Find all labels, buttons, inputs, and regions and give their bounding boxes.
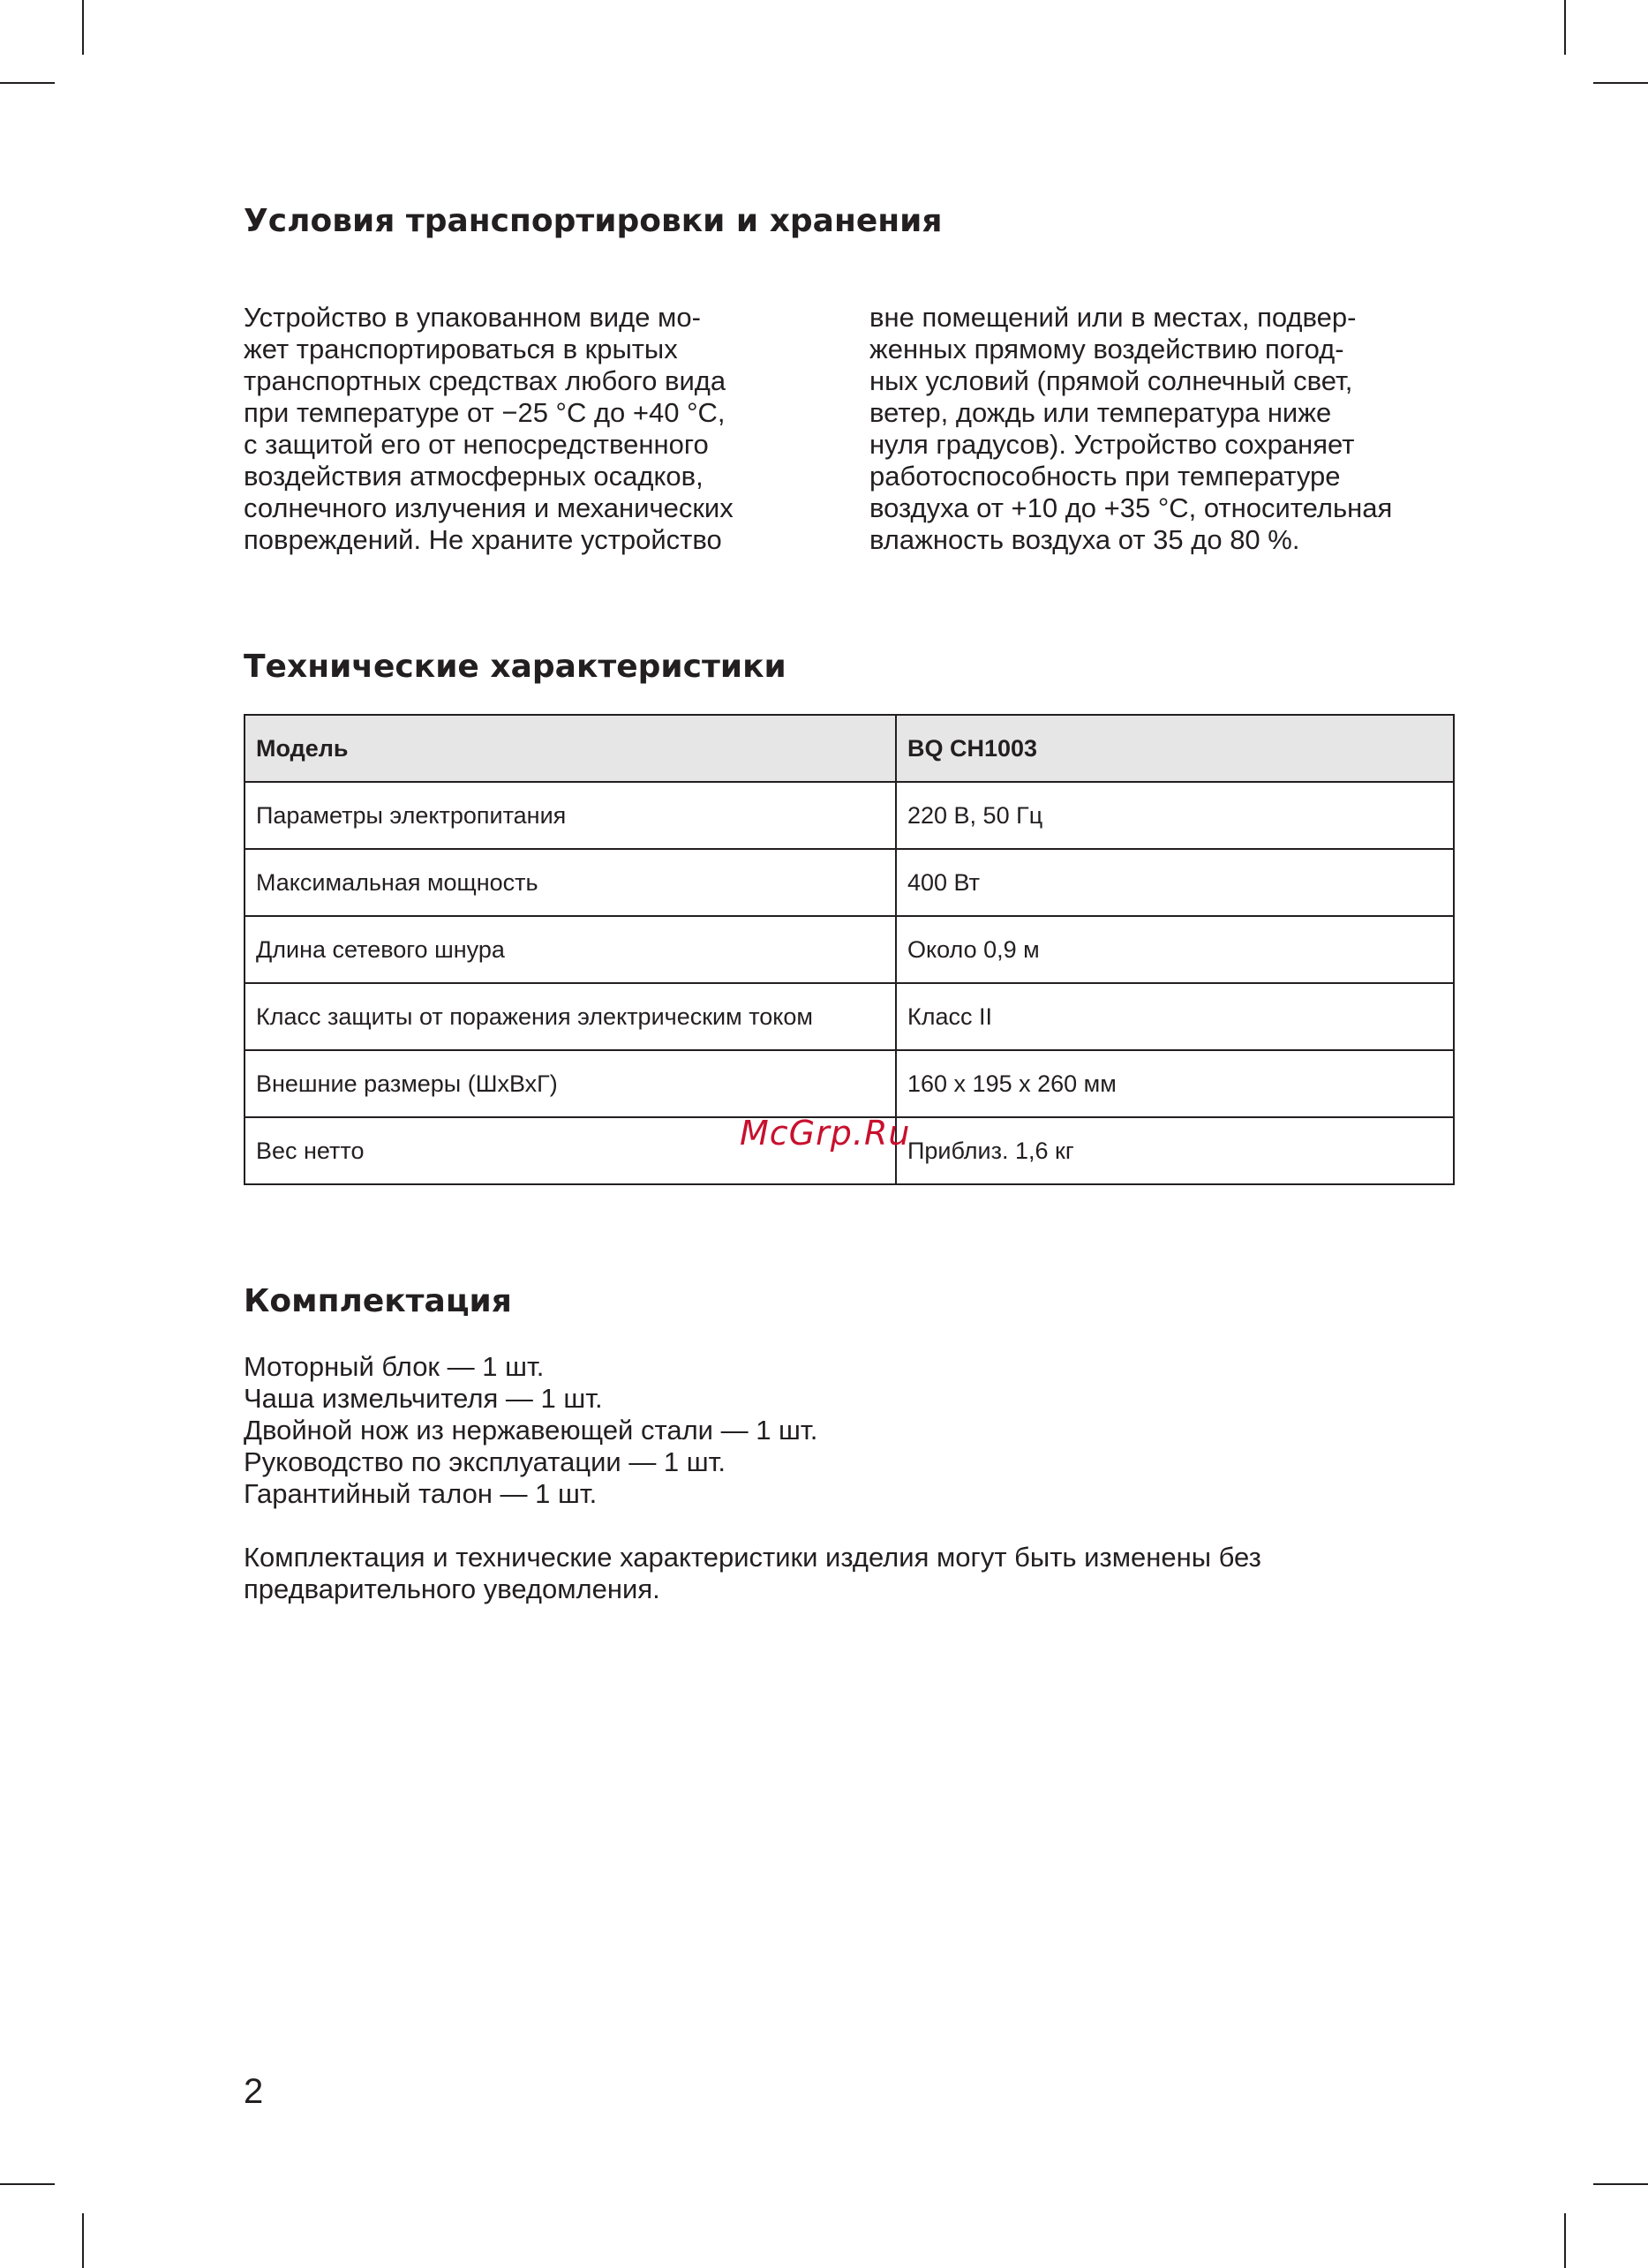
text-line: влажность воздуха от 35 до 80 %. [869,524,1300,555]
text-line: ветер, дождь или температура ниже [869,397,1332,428]
spec-label: Вес нетто [245,1117,896,1184]
kit-list [244,1351,817,1510]
list-item: Чаша измельчителя — 1 шт. [244,1383,603,1414]
table-row [245,782,1454,849]
list-item: Гарантийный талон — 1 шт. [244,1478,598,1509]
text-line: Комплектация и технические характеристики изделия могут быть изменены без [244,1542,1261,1573]
crop-mark [82,2213,84,2268]
text-line: воздействия атмосферных осадков, [244,461,704,492]
spec-label: Модель [245,715,896,782]
table-row [245,983,1454,1050]
text-line: Устройство в упакованном виде мо- [244,302,701,333]
spec-value: 400 Вт [896,849,1454,916]
crop-mark [0,2183,55,2185]
spec-label: Длина сетевого шнура [245,916,896,983]
text-line: повреждений. Не храните устройство [244,524,722,555]
table-row [245,1050,1454,1117]
spec-value: Класс II [896,983,1454,1050]
crop-mark [1564,2213,1566,2268]
specs-heading: Технические характеристики [244,649,786,685]
table-row [245,715,1454,782]
spec-value: BQ CH1003 [896,715,1454,782]
transport-text-right [869,302,1417,556]
text-line: солнечного излучения и механических [244,492,734,523]
text-line: транспортных средствах любого вида [244,365,726,396]
text-line: работоспособность при температуре [869,461,1341,492]
crop-mark [0,82,55,84]
text-line: с защитой его от непосредственного [244,429,709,460]
transport-heading: Условия транспортировки и хранения [244,203,943,239]
list-item: Моторный блок — 1 шт. [244,1351,545,1382]
text-line: при температуре от −25 °С до +40 °С, [244,397,726,428]
table-row [245,916,1454,983]
spec-label: Максимальная мощность [245,849,896,916]
text-line: воздуха от +10 до +35 °С, относительная [869,492,1393,523]
spec-value: 160 х 195 х 260 мм [896,1050,1454,1117]
crop-mark [1593,82,1648,84]
crop-mark [82,0,84,55]
watermark: McGrp.Ru [740,1114,911,1153]
table-row [245,849,1454,916]
text-line: ных условий (прямой солнечный свет, [869,365,1353,396]
page-number: 2 [244,2072,264,2111]
crop-mark [1564,0,1566,55]
transport-text-left [244,302,791,556]
spec-value: Около 0,9 м [896,916,1454,983]
list-item: Двойной нож из нержавеющей стали — 1 шт. [244,1415,818,1446]
text-line: предварительного уведомления. [244,1573,660,1604]
text-line: нуля градусов). Устройство сохраняет [869,429,1355,460]
kit-heading: Комплектация [244,1283,512,1319]
crop-mark [1593,2183,1648,2185]
spec-label: Внешние размеры (ШхВхГ) [245,1050,896,1117]
spec-label: Параметры электропитания [245,782,896,849]
list-item: Руководство по эксплуатации — 1 шт. [244,1446,726,1477]
text-line: вне помещений или в местах, подвер- [869,302,1357,333]
spec-value: 220 В, 50 Гц [896,782,1454,849]
spec-label: Класс защиты от поражения электрическим током [245,983,896,1050]
text-line: жет транспортироваться в крытых [244,334,678,364]
text-line: женных прямому воздействию погод- [869,334,1344,364]
kit-note [244,1542,1261,1605]
spec-value: Приблиз. 1,6 кг [896,1117,1454,1184]
